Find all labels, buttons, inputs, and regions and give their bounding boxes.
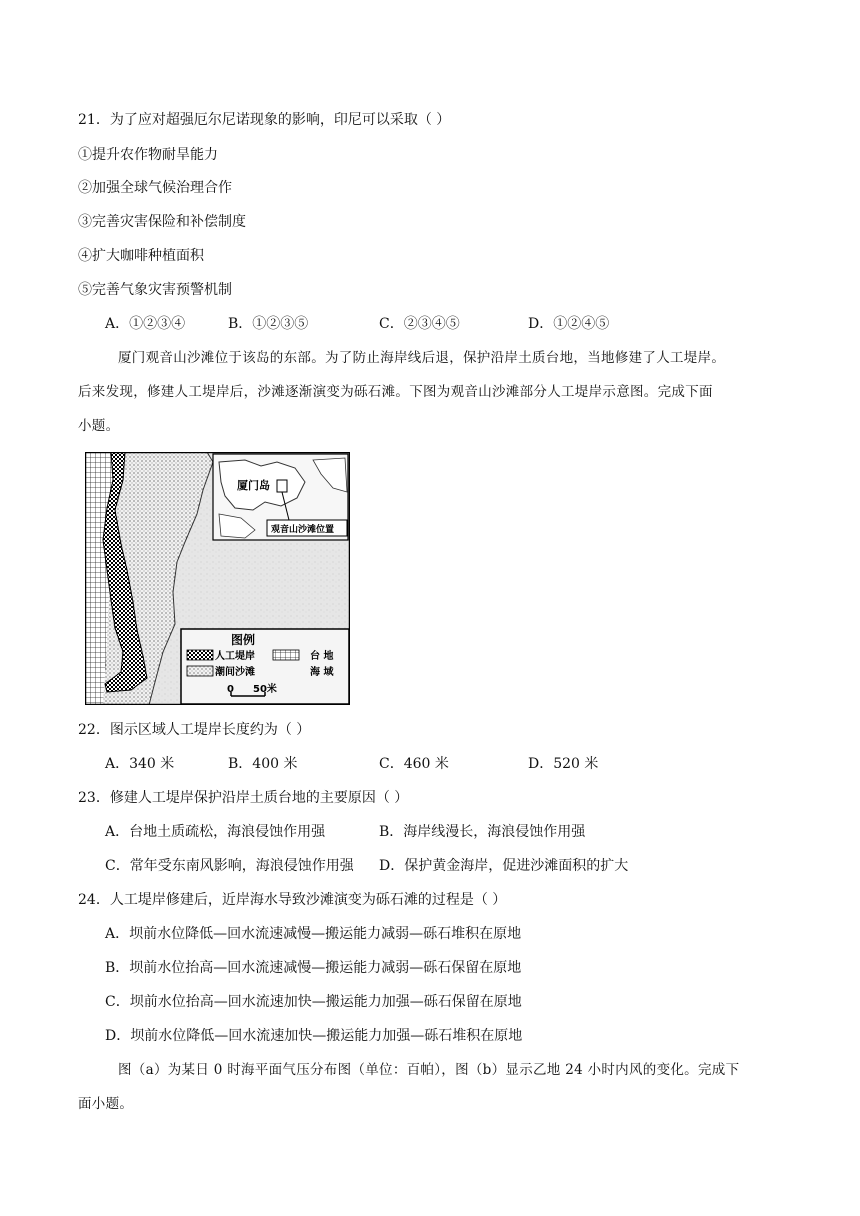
q23-option-d: D．保护黄金海岸，促进沙滩面积的扩大	[379, 858, 629, 874]
q23-option-c: C．常年受东南风影响，海浪侵蚀作用强	[105, 858, 354, 874]
q21-item-3: ③完善灾害保险和补偿制度	[78, 214, 246, 230]
q21-item-4: ④扩大咖啡种植面积	[78, 248, 204, 264]
legend-dike-swatch	[187, 650, 213, 660]
q24-stem: 24．人工堤岸修建后，近岸海水导致沙滩演变为砾石滩的过程是（ ）	[78, 892, 507, 908]
legend-title: 图例	[231, 633, 256, 647]
q23-option-b: B．海岸线漫长，海浪侵蚀作用强	[379, 824, 586, 840]
legend-terrace-swatch	[273, 650, 299, 660]
q21-item-2: ②加强全球气候治理合作	[78, 180, 232, 196]
intro2-line-2: 面小题。	[78, 1096, 134, 1112]
q24-option-b: B．坝前水位抬高—回水流速减慢—搬运能力减弱—砾石保留在原地	[105, 960, 522, 976]
q21-item-5: ⑤完善气象灾害预警机制	[78, 282, 232, 298]
q24-option-d: D．坝前水位降低—回水流速加快—搬运能力加强—砾石堆积在原地	[105, 1028, 523, 1044]
inset-map	[213, 454, 348, 540]
q21-stem: 21．为了应对超强厄尔尼诺现象的影响，印尼可以采取（ ）	[78, 112, 451, 128]
intro1-line-2: 后来发现，修建人工堤岸后，沙滩逐渐演变为砾石滩。下图为观音山沙滩部分人工堤岸示意图。完成下面	[78, 384, 713, 400]
legend-beach-swatch	[187, 666, 213, 676]
scale-value: 50米	[253, 684, 277, 695]
intro2-line-1: 图（a）为某日 0 时海平面气压分布图（单位：百帕），图（b）显示乙地 24 小时内风的变化。完成下	[118, 1062, 740, 1078]
q22-option-c: C．460 米	[379, 756, 449, 772]
q21-option-b: B．①②③⑤	[228, 316, 309, 332]
legend-terrace-label: 台 地	[310, 651, 334, 662]
intro1-line-1: 厦门观音山沙滩位于该岛的东部。为了防止海岸线后退，保护沿岸土质台地，当地修建了人工堤岸。	[118, 350, 726, 366]
q22-option-a: A．340 米	[105, 756, 175, 772]
inset-island-label: 厦门岛	[237, 479, 270, 492]
legend-beach-label: 潮间沙滩	[215, 667, 255, 678]
scale-zero: 0	[227, 684, 234, 695]
legend	[181, 629, 349, 704]
q21-item-1: ①提升农作物耐旱能力	[78, 147, 218, 163]
coastal-dike-map-figure	[85, 452, 350, 705]
q23-option-a: A．台地土质疏松，海浪侵蚀作用强	[105, 824, 326, 840]
q21-option-d: D．①②④⑤	[528, 316, 610, 332]
inset-location-label: 观音山沙滩位置	[271, 525, 335, 535]
q24-option-a: A．坝前水位降低—回水流速减慢—搬运能力减弱—砾石堆积在原地	[105, 926, 522, 942]
q21-option-a: A．①②③④	[105, 316, 186, 332]
q21-option-c: C．②③④⑤	[379, 316, 460, 332]
coastal-dike-map	[85, 452, 350, 705]
q23-stem: 23．修建人工堤岸保护沿岸土质台地的主要原因（ ）	[78, 790, 409, 806]
q24-option-c: C．坝前水位抬高—回水流速加快—搬运能力加强—砾石保留在原地	[105, 994, 522, 1010]
q22-option-b: B．400 米	[228, 756, 298, 772]
intro1-line-3: 小题。	[78, 418, 120, 434]
q22-option-d: D．520 米	[528, 756, 599, 772]
legend-sea-label: 海 域	[310, 667, 334, 678]
legend-dike-label: 人工堤岸	[215, 651, 255, 662]
q22-stem: 22．图示区域人工堤岸长度约为（ ）	[78, 722, 311, 738]
